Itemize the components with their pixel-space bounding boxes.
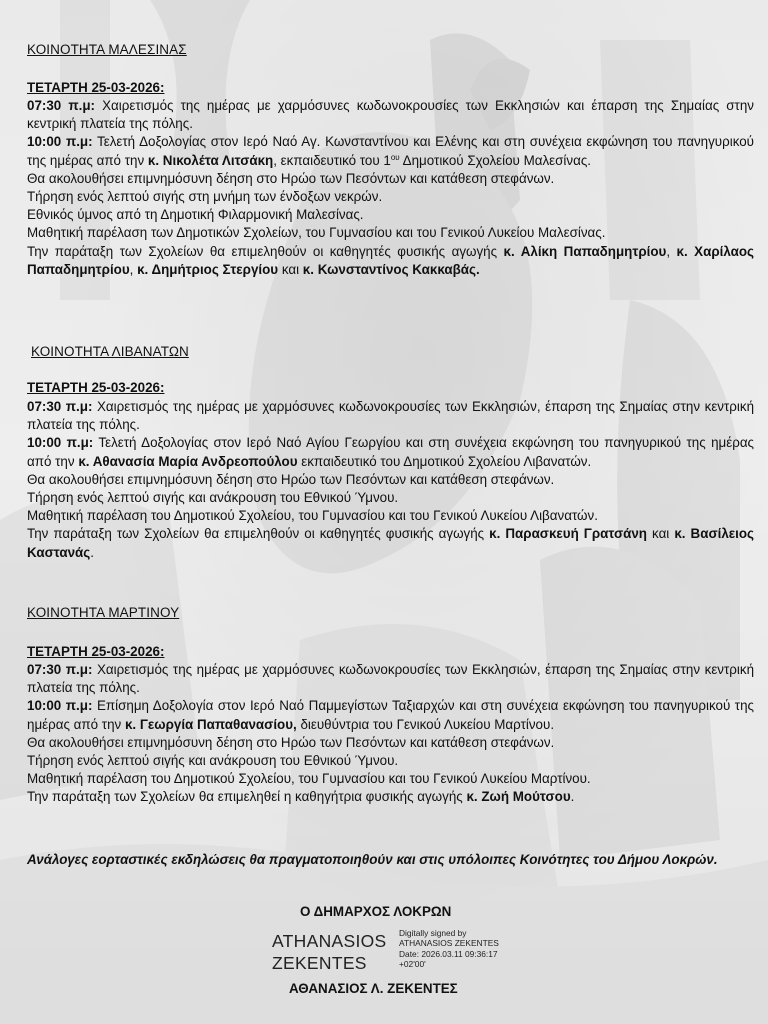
teacher-name: κ. Βασίλειος Καστανάς [27,526,754,560]
teacher-name: κ. Αλίκη Παπαδημητρίου [503,243,667,259]
program-text: εκπαιδευτικό του Δημοτικού Σχολείου Λιβανατών. [297,453,592,469]
section-heading-malesina: ΚΟΙΝΟΤΗΤΑ ΜΑΛΕΣΙΝΑΣ [27,42,187,57]
program-line: Θα ακολουθήσει επιμνημόσυνη δέηση στο Ηρώο των Πεσόντων και κατάθεση στεφάνων. [27,471,555,487]
program-text: , εκπαιδευτικό του 1 [273,152,391,168]
program-text: Τελετή Δοξολογίας στον Ιερό Ναό Αγ. Κωνσταντίνου και Ελένης και στη συνέχεια εκφώνηση του πανηγυρικού της ημέρας από την [27,134,754,168]
program-line [27,97,754,133]
program-text: Την παράταξη των Σχολείων θα επιμεληθεί η καθηγήτρια φυσικής αγωγής [27,789,467,805]
mayor-name: ΑΘΑΝΑΣΙΟΣ Λ. ΖΕΚΕΝΤΕΣ [289,981,458,996]
program-text: Την παράταξη των Σχολείων θα επιμεληθούν οι καθηγητές φυσικής αγωγής [27,526,490,542]
closing-statement: Ανάλογες εορταστικές εκδηλώσεις θα πραγματοποιηθούν και στις υπόλοιπες Κοινότητες του Δήμου Λοκρών. [27,852,718,867]
program-line: Εθνικός ύμνος από τη Δημοτική Φιλαρμονική Μαλεσίνας. [27,207,364,223]
program-line: Την παράταξη των Σχολείων θα επιμεληθούν οι καθηγητές φυσικής αγωγής κ. Παρασκευή Γρατσάνη και κ. Βασίλειος Καστανάς. [27,526,754,560]
section-date-malesina: ΤΕΤΑΡΤΗ 25-03-2026: [27,80,165,95]
section-date-martino: ΤΕΤΑΡΤΗ 25-03-2026: [27,644,165,659]
program-line: Τήρηση ενός λεπτού σιγής στη μνήμη των ένδοξων νεκρών. [27,189,383,205]
teacher-name: κ. Δημήτριος Στεργίου [137,261,279,277]
program-line: Τήρηση ενός λεπτού σιγής και ανάκρουση του Εθνικού Ύμνου. [27,490,399,506]
time-label: 07:30 π.μ: [27,399,93,414]
teacher-name: κ. Παρασκευή Γρατσάνη [489,526,647,542]
time-label: 10:00 π.μ: [27,134,93,150]
speaker-name: κ. Αθανασία Μαρία Ανδρεοπούλου [78,453,298,469]
signature-last-name: ZEKENTES [272,953,367,973]
program-line: Την παράταξη των Σχολείων θα επιμεληθεί η καθηγήτρια φυσικής αγωγής κ. Ζωή Μούτσου. [27,789,575,805]
program-line [27,434,754,470]
ordinal-suffix: ου [390,152,400,162]
section-heading-martino: ΚΟΙΝΟΤΗΤΑ ΜΑΡΤΙΝΟΥ [27,605,180,620]
program-line: Μαθητική παρέλαση των Δημοτικών Σχολείων, του Γυμνασίου και του Γενικού Λυκείου Μαλεσίνας. [27,225,606,241]
program-text: διευθύντρια του Γενικού Λυκείου Μαρτίνου. [296,716,555,732]
mayor-title: Ο ΔΗΜΑΡΧΟΣ ΛΟΚΡΩΝ [300,904,452,919]
section-date-livanates: ΤΕΤΑΡΤΗ 25-03-2026: [27,380,165,395]
section-heading-livanates: ΚΟΙΝΟΤΗΤΑ ΛΙΒΑΝΑΤΩΝ [31,344,189,359]
signature-meta-line: Date: 2026.03.11 09:36:17 [399,948,498,959]
program-line: Μαθητική παρέλαση του Δημοτικού Σχολείου, του Γυμνασίου και του Γενικού Λυκείου Μαρτίνου. [27,771,591,787]
program-line: Θα ακολουθήσει επιμνημόσυνη δέηση στο Ηρώο των Πεσόντων και κατάθεση στεφάνων. [27,734,555,750]
time-label: 07:30 π.μ: [27,98,95,113]
program-line [27,133,754,169]
digital-signature-name [272,930,387,974]
teacher-name: κ. Κωνσταντίνος Κακκαβάς. [302,261,480,277]
section-body-malesina [27,97,754,279]
program-line: Την παράταξη των Σχολείων θα επιμεληθούν οι καθηγητές φυσικής αγωγής κ. Αλίκη Παπαδημητρίου, κ. Χαρίλαος Παπαδημητρίου, κ. Δημήτριος Στεργίου και κ. Κωνσταντίνος Κακκαβάς. [27,243,754,277]
program-line [27,398,754,434]
program-line [27,661,754,697]
program-text: Χαιρετισμός της ημέρας με χαρμόσυνες κωδωνοκρουσίες των Εκκλησιών και έπαρση της Σημαίας στην κεντρική πλατεία της πόλης. [27,98,754,132]
time-label: 10:00 π.μ: [27,435,94,451]
section-body-livanates [27,398,754,562]
time-label: 07:30 π.μ: [27,662,93,677]
teacher-name: κ. Χαρίλαος Παπαδημητρίου [27,243,754,277]
program-line: Τήρηση ενός λεπτού σιγής και ανάκρουση του Εθνικού Ύμνου. [27,753,399,769]
signature-meta-line: ATHANASIOS ZEKENTES [399,938,499,949]
program-text: Δημοτικού Σχολείου Μαλεσίνας. [399,152,591,168]
signature-meta-line: Digitally signed by [399,928,467,938]
program-text: Χαιρετισμός της ημέρας με χαρμόσυνες κωδωνοκρουσίες των Εκκλησιών, έπαρση της Σημαίας στην κεντρική πλατεία της πόλης. [27,399,755,433]
program-line: Μαθητική παρέλαση του Δημοτικού Σχολείου, του Γυμνασίου και του Γενικού Λυκείου Λιβανατών. [27,508,598,524]
signature-first-name: ATHANASIOS [272,931,387,951]
program-text: Την παράταξη των Σχολείων θα επιμεληθούν οι καθηγητές φυσικής αγωγής [27,243,504,259]
speaker-name: κ. Γεωργία Παπαθανασίου, [124,716,297,732]
program-text: Τελετή Δοξολογίας στον Ιερό Ναό Αγίου Γεωργίου και στη συνέχεια εκφώνηση του πανηγυρικού της ημέρας από την [27,435,755,469]
speaker-name: κ. Νικολέτα Λιτσάκη [147,152,274,168]
time-label: 10:00 π.μ: [27,698,93,714]
program-line: Θα ακολουθήσει επιμνημόσυνη δέηση στο Ηρώο των Πεσόντων και κατάθεση στεφάνων. [27,170,555,186]
section-body-martino [27,661,754,807]
program-text: Χαιρετισμός της ημέρας με χαρμόσυνες κωδωνοκρουσίες των Εκκλησιών, έπαρση της Σημαίας στην κεντρική πλατεία της πόλης. [27,662,755,696]
digital-signature-details [399,928,499,969]
teacher-name: κ. Ζωή Μούτσου [466,789,571,805]
program-text: Επίσημη Δοξολογία στον Ιερό Ναό Παμμεγίστων Ταξιαρχών και στη συνέχεια εκφώνηση του πανηγυρικού της ημέρας από την [27,698,754,732]
signature-meta-line: +02'00' [399,958,426,969]
program-line [27,697,754,733]
